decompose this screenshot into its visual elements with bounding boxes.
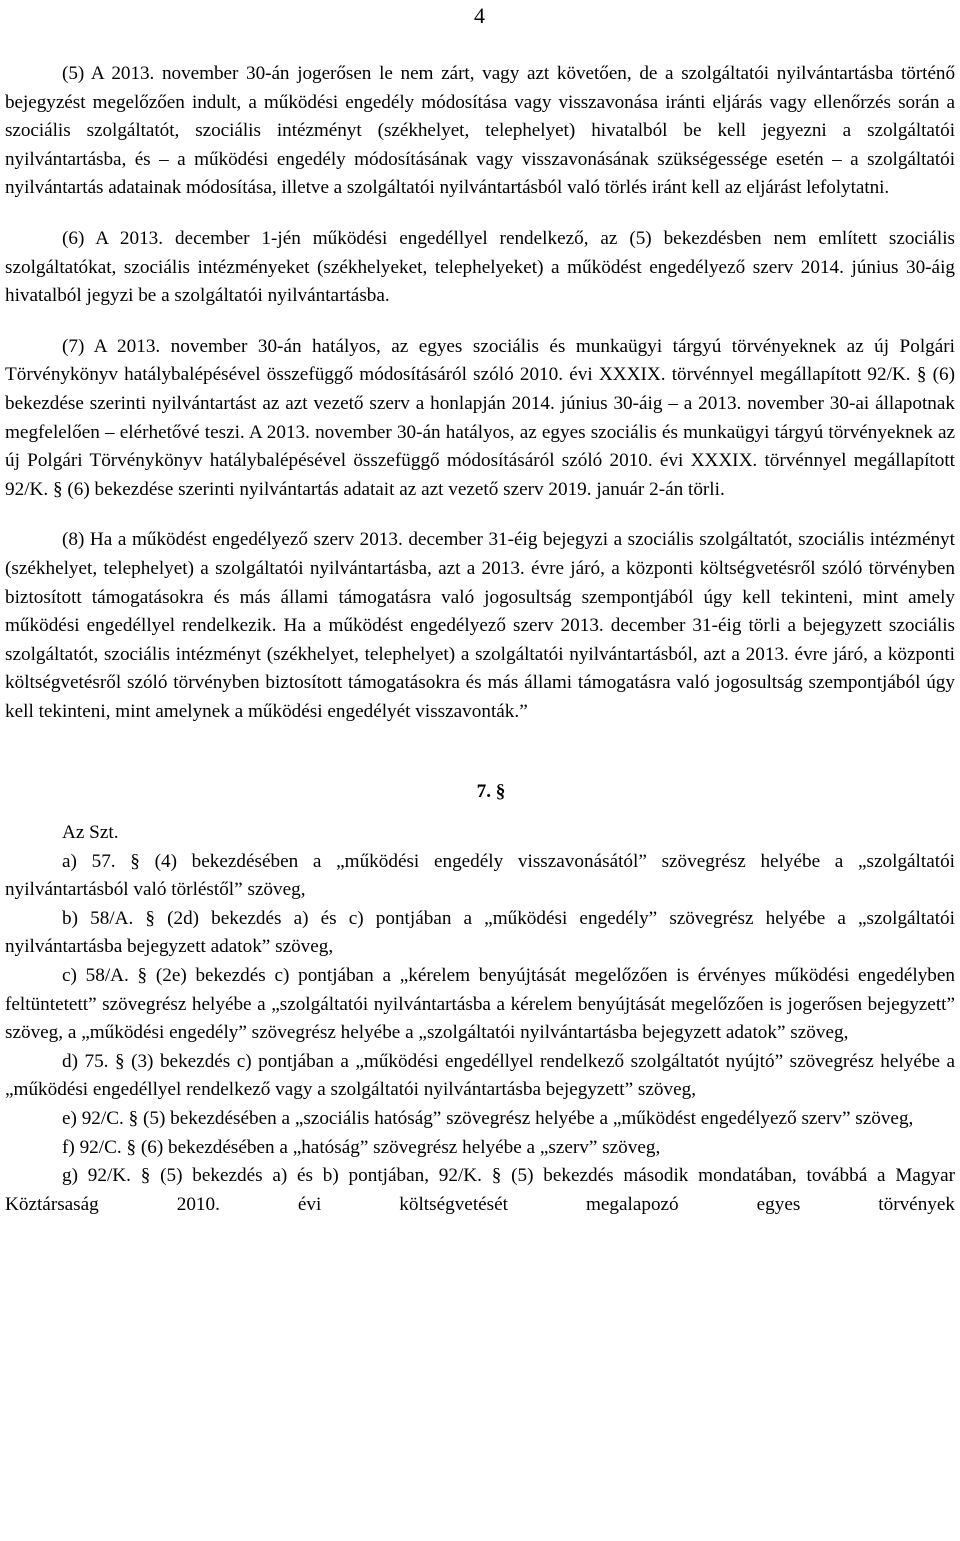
amendment-item-e: e) 92/C. § (5) bekezdésében a „szociális hatóság” szövegrész helyébe a „működést engedélyező szerv” szöveg, <box>62 1108 914 1129</box>
section-heading: 7. § <box>476 781 506 803</box>
amendment-intro: Az Szt. <box>62 822 119 844</box>
paragraph-8: (8) Ha a működést engedélyező szerv 2013. december 31-éig bejegyzi a szociális szolgáltatót, szociális intézményt (székhelyet, telephelyet) a szolgáltatói nyilvántartásba, azt a 2013. évre járó, a központi költségvetésről szóló törvényben biztosított támogatásokra és más állami támogatásra való jogosultság szempontjából úgy kell tekinteni, mint amely működési engedéllyel rendelkezik. Ha a működést engedélyező szerv 2013. december 31-éig törli a bejegyzett szociális szolgáltatót, szociális intézményt (székhelyet, telephelyet) a szolgáltatói nyilvántartásból, azt a 2013. évre járó, a központi költségvetésről szóló törvényben biztosított támogatásokra és más állami támogatásra való jogosultság szempontjából úgy kell tekinteni, mint amelynek a működési engedélyét visszavonták.” <box>5 529 955 722</box>
amendment-item-d: d) 75. § (3) bekezdés c) pontjában a „működési engedéllyel rendelkező szolgáltatót nyújtó” szövegrész helyébe a „működési engedéllyel rendelkező vagy a szolgáltatói nyilvántartásba bejegyzett” szöveg, <box>5 1050 955 1101</box>
amendment-item-b: b) 58/A. § (2d) bekezdés a) és c) pontjában a „működési engedély” szövegrész helyébe a „szolgáltatói nyilvántartásba bejegyzett adatok” szöveg, <box>5 907 955 958</box>
amendment-item-c: c) 58/A. § (2e) bekezdés c) pontjában a „kérelem benyújtását megelőzően is érvényes működési engedélyben feltüntetett” szövegrész helyébe a „szolgáltatói nyilvántartásba a kérelem benyújtását megelőzően is jogerősen bejegyzett” szöveg, a „működési engedély” szövegrész helyébe a „szolgáltatói nyilvántartásba bejegyzett adatok” szöveg, <box>5 965 955 1044</box>
paragraph-5: (5) A 2013. november 30-án jogerősen le nem zárt, vagy azt követően, de a szolgáltatói nyilvántartásba történő bejegyzést megelőzően indult, a működési engedély módosítása vagy visszavonása iránti eljárás vagy ellenőrzés során a szociális szolgáltatót, szociális intézményt (székhelyet, telephelyet) hivatalból be kell jegyezni a szolgáltatói nyilvántartásba, és – a működési engedély módosításának vagy visszavonásának szükségessége esetén – a szolgáltatói nyilvántartás adatainak módosítása, illetve a szolgáltatói nyilvántartásból való törlés iránt kell az eljárást lefolytatni. <box>5 63 955 199</box>
amendment-item-g: g) 92/K. § (5) bekezdés a) és b) pontjában, 92/K. § (5) bekezdés második mondatában, továbbá a Magyar Köztársaság 2010. évi költségvetését megalapozó egyes törvények <box>5 1165 955 1215</box>
paragraph-6: (6) A 2013. december 1-jén működési engedéllyel rendelkező, az (5) bekezdésben nem említett szociális szolgáltatókat, szociális intézményeket (székhelyeket, telephelyeket) a működést engedélyező szerv 2014. június 30-áig hivatalból jegyzi be a szolgáltatói nyilvántartásba. <box>5 227 955 307</box>
paragraph-gap <box>5 203 955 225</box>
paragraph-7: (7) A 2013. november 30-án hatályos, az egyes szociális és munkaügyi tárgyú törvényeknek az új Polgári Törvénykönyv hatálybalépésével összefüggő módosításáról szóló 2010. évi XXXIX. törvénnyel megállapított 92/K. § (6) bekezdése szerinti nyilvántartást az azt vezető szerv a honlapján 2014. június 30-áig – a 2013. november 30-ai állapotnak megfelelően – elérhetővé teszi. A 2013. november 30-án hatályos, az egyes szociális és munkaügyi tárgyú törvényeknek az új Polgári Törvénykönyv hatálybalépésével összefüggő módosításáról szóló 2010. évi XXXIX. törvénnyel megállapított 92/K. § (6) bekezdése szerinti nyilvántartás adatait az azt vezető szerv 2019. január 2-án törli. <box>5 335 955 500</box>
amendment-item-f: f) 92/C. § (6) bekezdésében a „hatóság” szövegrész helyébe a „szerv” szöveg, <box>62 1136 661 1158</box>
amendment-item-a: a) 57. § (4) bekezdésében a „működési engedély visszavonásától” szövegrész helyébe a „szolgáltatói nyilvántartásból való törléstől” szöveg, <box>5 850 955 901</box>
page-number: 4 <box>474 3 485 28</box>
section-gap <box>5 726 955 778</box>
paragraph-gap <box>5 504 955 526</box>
paragraph-gap <box>5 311 955 333</box>
document-body <box>5 60 955 1219</box>
